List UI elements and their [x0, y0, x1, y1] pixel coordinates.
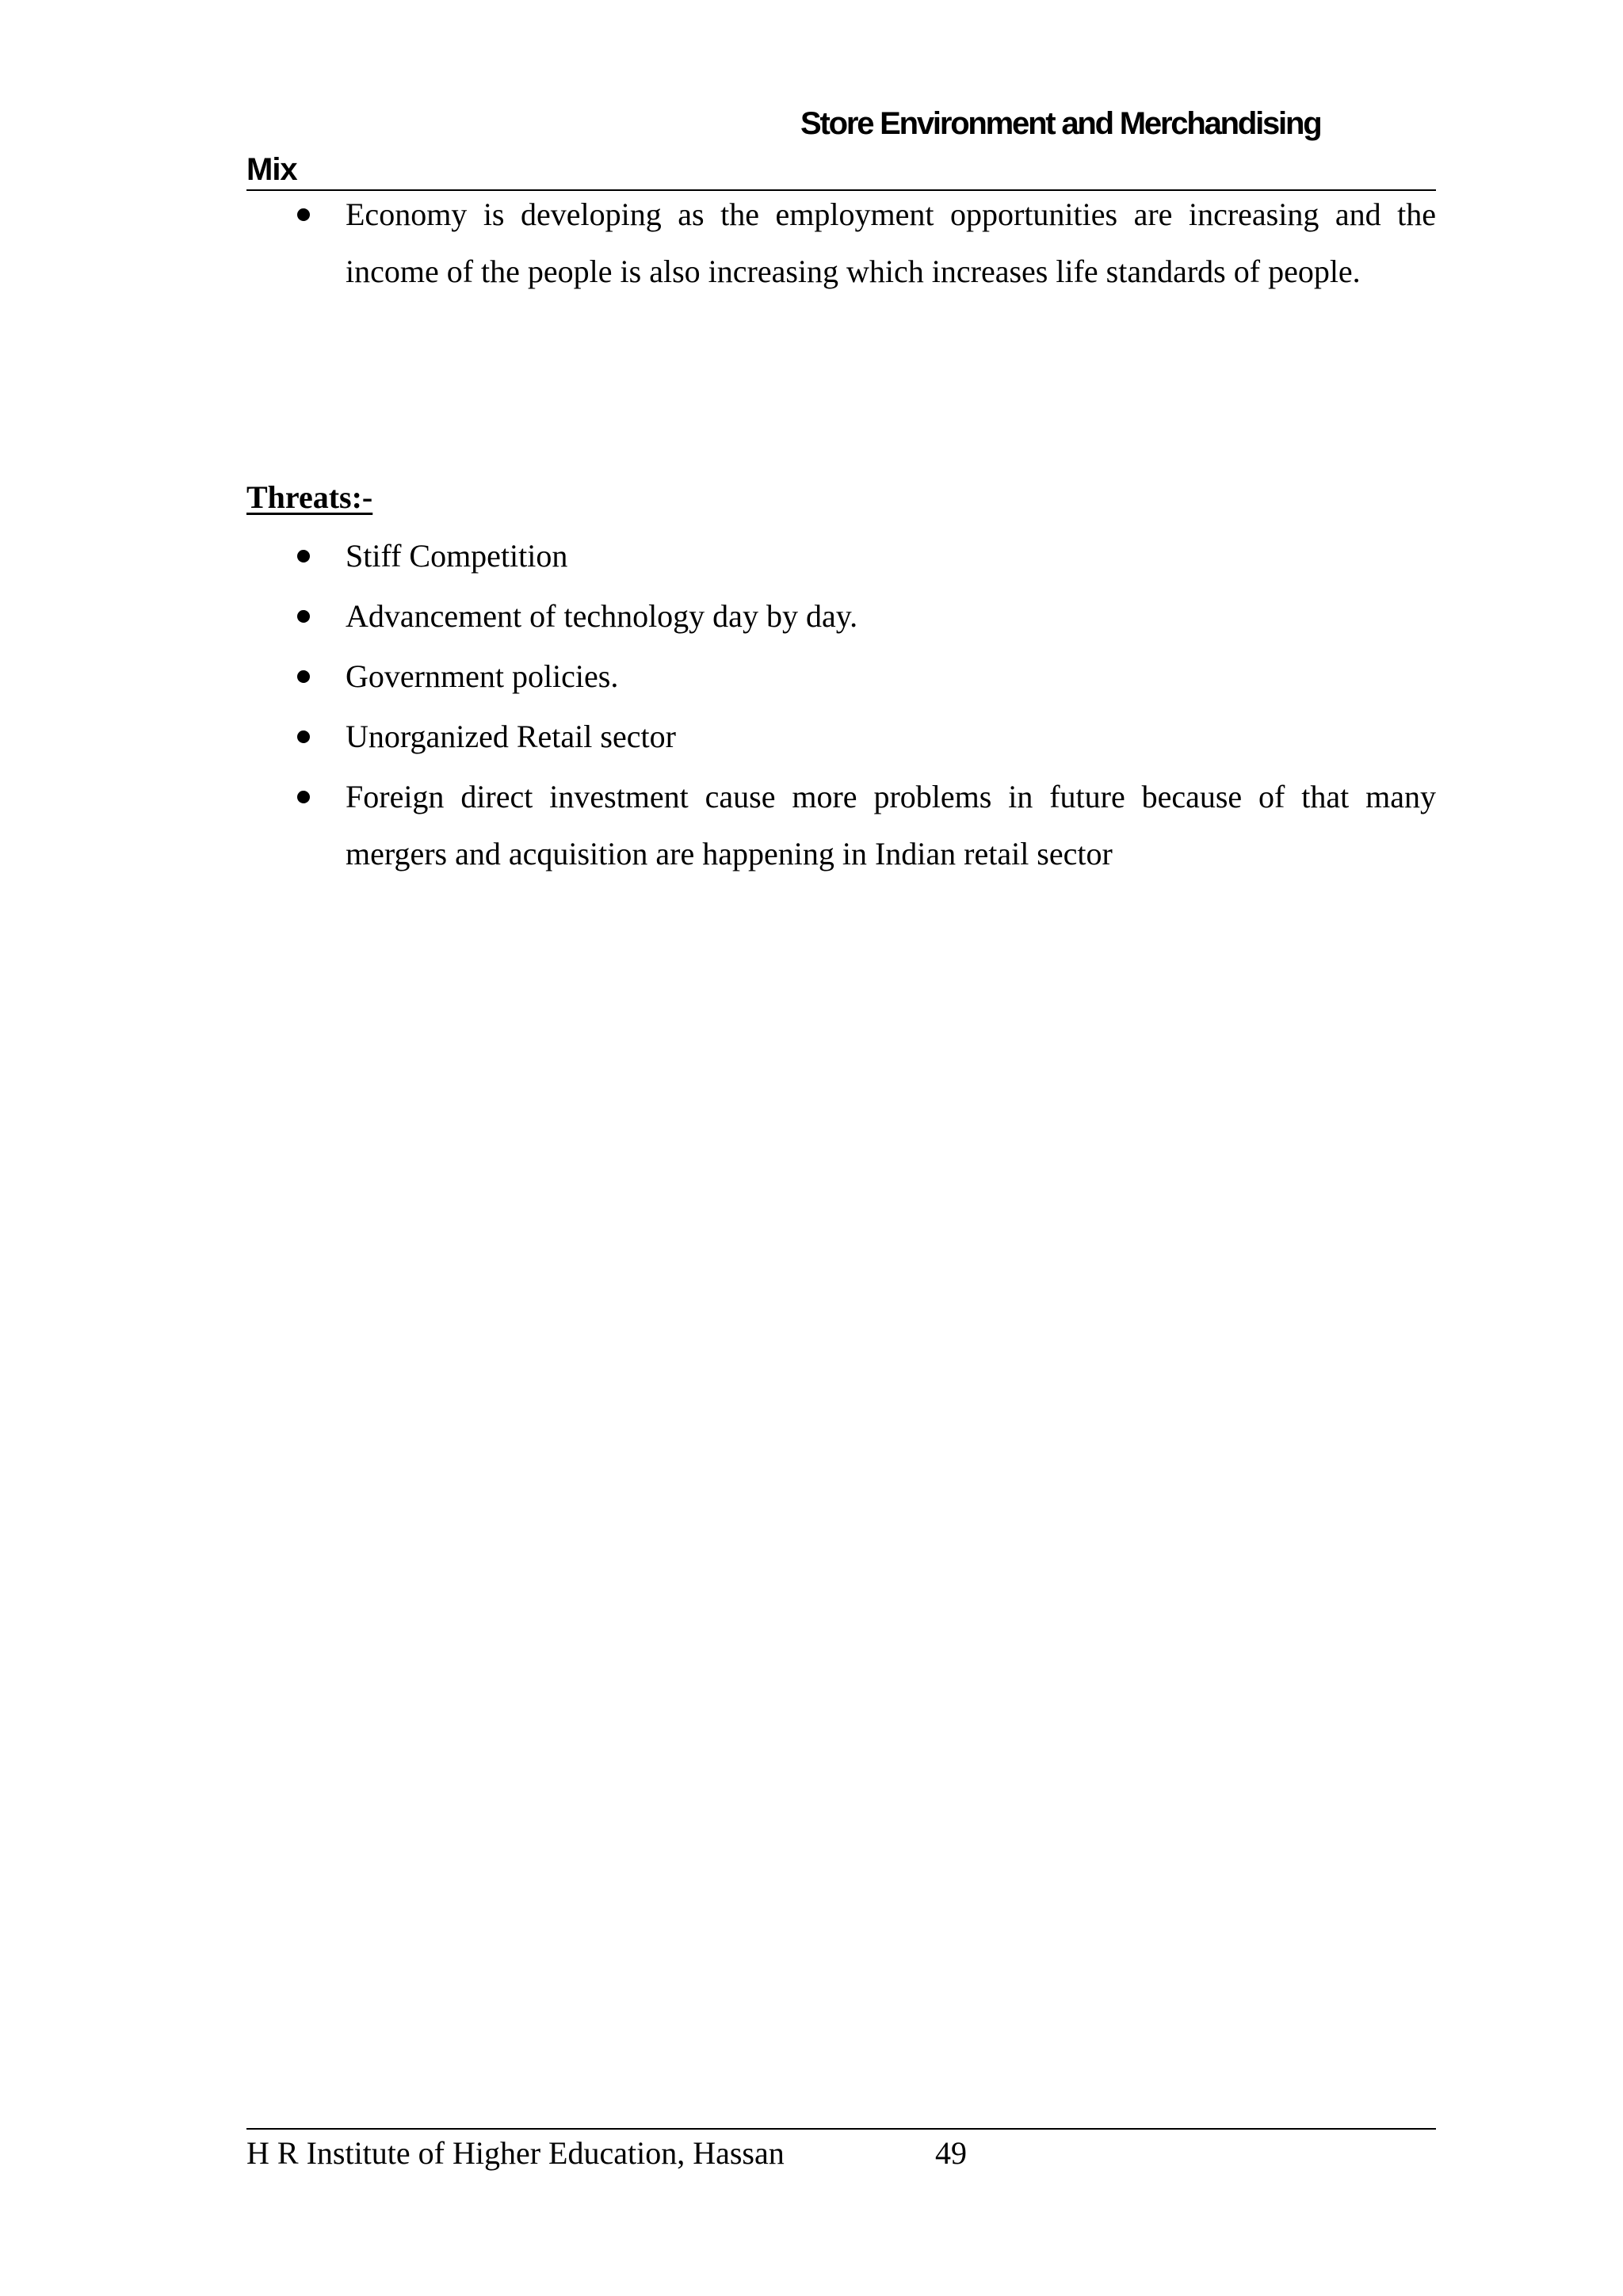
list-item-text: Stiff Competition: [346, 538, 568, 574]
list-item-text: Advancement of technology day by day.: [346, 598, 858, 634]
list-item: [246, 588, 1436, 645]
footer-divider: [246, 2128, 1436, 2130]
list-item: [246, 708, 1436, 765]
page-number: 49: [935, 2135, 967, 2171]
bullet-icon: [297, 550, 310, 563]
list-item: [246, 769, 1436, 883]
bullet-icon: [297, 208, 310, 221]
footer-institute-name: H R Institute of Higher Education, Hassan: [246, 2135, 785, 2171]
list-item-text: Economy is developing as the employment opportunities are increasing and the income of the people is also increasing which increases life standards of people.: [346, 196, 1436, 289]
bullet-icon: [297, 610, 310, 623]
list-item: [246, 186, 1436, 300]
list-item-text: Foreign direct investment cause more problems in future because of that many mergers and acquisition are happening in Indian retail sector: [346, 779, 1436, 871]
threats-heading: Threats:-: [246, 479, 373, 515]
list-item: [246, 648, 1436, 705]
bullet-icon: [297, 730, 310, 743]
threats-bullet-list: [246, 528, 1436, 883]
bullet-icon: [297, 670, 310, 683]
running-header-title: Store Environment and Merchandising: [800, 106, 1321, 141]
list-item-text: Unorganized Retail sector: [346, 719, 676, 754]
bullet-icon: [297, 791, 310, 803]
list-item-text: Government policies.: [346, 658, 619, 694]
list-item: [246, 528, 1436, 585]
running-header-title-continued: Mix: [246, 152, 297, 187]
opportunities-bullet-list: [246, 186, 1436, 300]
